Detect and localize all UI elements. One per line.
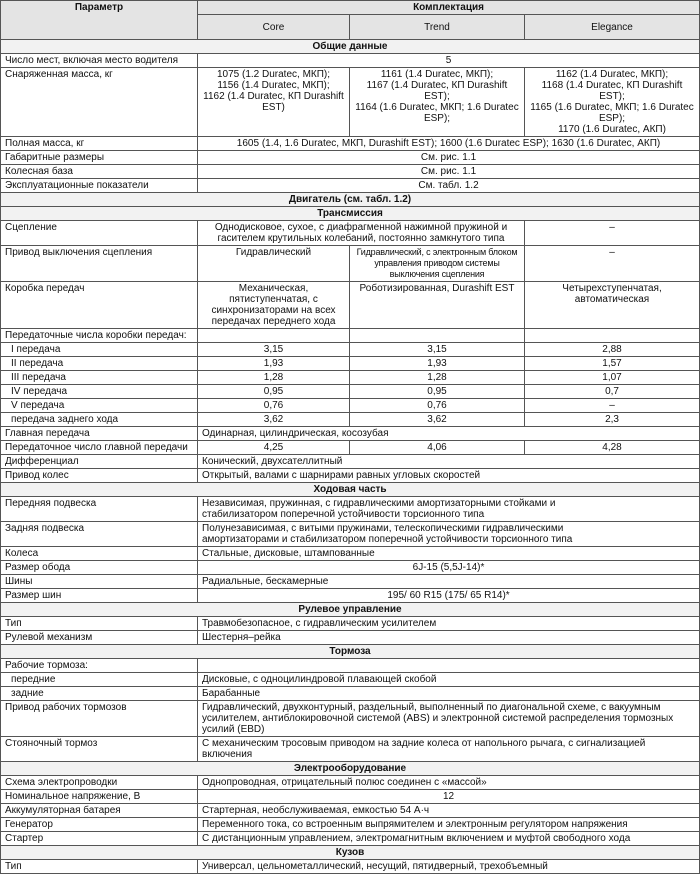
row-value: Открытый, валами с шарнирами равных угловых скоростей <box>198 469 700 483</box>
row-label: Аккумуляторная батарея <box>1 804 198 818</box>
row-label: Тип <box>1 860 198 874</box>
section-electrical: Электрооборудование <box>1 762 700 776</box>
section-steering: Рулевое управление <box>1 603 700 617</box>
mass-elegance: 1162 (1.4 Duratec, МКП); 1168 (1.4 Duratec, КП Durashift EST); 1165 (1.6 Duratec, МКП; 1.6 Duratec ESP); 1170 (1.6 Duratec, АКП) <box>525 68 700 137</box>
elegance-header: Elegance <box>525 15 700 40</box>
trend-header: Trend <box>350 15 525 40</box>
row-value: Шестерня–рейка <box>198 631 700 645</box>
gear-trend: 3,15 <box>350 343 525 357</box>
row-value: 12 <box>198 790 700 804</box>
row-label: Шины <box>1 575 198 589</box>
row-value: Переменного тока, со встроенным выпрямителем и электронным регулятором напряжения <box>198 818 700 832</box>
row-label: Привод рабочих тормозов <box>1 701 198 737</box>
row-label: Колесная база <box>1 165 198 179</box>
row-value: Стартерная, необслуживаемая, емкостью 54 А·ч <box>198 804 700 818</box>
row-value: Стальные, дисковые, штампованные <box>198 547 700 561</box>
row-value: С дистанционным управлением, электромагнитным включением и муфтой свободного хода <box>198 832 700 846</box>
gear-trend: 1,93 <box>350 357 525 371</box>
row-label: Тип <box>1 617 198 631</box>
row-value: Дисковые, с одноцилиндровой плавающей скобой <box>198 673 700 687</box>
gear-elegance: 2,88 <box>525 343 700 357</box>
gear-label: II передача <box>1 357 198 371</box>
section-brakes: Тормоза <box>1 645 700 659</box>
row-value: Барабанные <box>198 687 700 701</box>
gear-label: IV передача <box>1 385 198 399</box>
row-value-elegance: Четырехступенчатая, автоматическая <box>525 282 700 329</box>
row-label: Сцепление <box>1 221 198 246</box>
row-label: Число мест, включая место водителя <box>1 54 198 68</box>
section-chassis: Ходовая часть <box>1 483 700 497</box>
gear-core: 3,62 <box>198 413 350 427</box>
row-value-elegance: – <box>525 221 700 246</box>
gear-label: III передача <box>1 371 198 385</box>
row-value: Радиальные, бескамерные <box>198 575 700 589</box>
gear-label: передача заднего хода <box>1 413 198 427</box>
row-value: См. рис. 1.1 <box>198 151 700 165</box>
row-label: Коробка передач <box>1 282 198 329</box>
row-value-trend: 4,06 <box>350 441 525 455</box>
gear-elegance: 1,07 <box>525 371 700 385</box>
trim-header: Комплектация <box>198 1 700 15</box>
gear-label: V передача <box>1 399 198 413</box>
row-value: Однодисковое, сухое, с диафрагменной нажимной пружиной и гасителем крутильных колебаний, постоянно замкнутого типа <box>198 221 525 246</box>
row-label: Колеса <box>1 547 198 561</box>
core-header: Core <box>198 15 350 40</box>
row-value: 5 <box>198 54 700 68</box>
gear-core: 3,15 <box>198 343 350 357</box>
row-label: Передаточные числа коробки передач: <box>1 329 198 343</box>
row-value: Независимая, пружинная, с гидравлическими амортизаторными стойками и стабилизатором поперечной устойчивости торсионного типа <box>198 497 700 522</box>
section-engine: Двигатель (см. табл. 1.2) <box>1 193 700 207</box>
gear-core: 1,93 <box>198 357 350 371</box>
row-label: Генератор <box>1 818 198 832</box>
row-value-core: 4,25 <box>198 441 350 455</box>
param-header: Параметр <box>1 1 198 40</box>
row-label: Привод колес <box>1 469 198 483</box>
gear-core: 0,95 <box>198 385 350 399</box>
section-general: Общие данные <box>1 40 700 54</box>
row-value-elegance: – <box>525 246 700 282</box>
row-value-trend: Гидравлический, с электронным блоком управления приводом системы выключения сцепления <box>350 246 525 282</box>
row-value: С механическим тросовым приводом на задние колеса от напольного рычага, с сигнализацией включения <box>198 737 700 762</box>
gear-trend: 0,95 <box>350 385 525 399</box>
row-label: Рабочие тормоза: <box>1 659 198 673</box>
gear-elegance: 1,57 <box>525 357 700 371</box>
gear-elegance: 0,7 <box>525 385 700 399</box>
mass-core: 1075 (1.2 Duratec, МКП); 1156 (1.4 Duratec, МКП); 1162 (1.4 Duratec, КП Durashift EST) <box>198 68 350 137</box>
row-value: 195/ 60 R15 (175/ 65 R14)* <box>198 589 700 603</box>
row-value-trend: Роботизированная, Durashift EST <box>350 282 525 329</box>
row-value: См. табл. 1.2 <box>198 179 700 193</box>
row-label: Размер обода <box>1 561 198 575</box>
section-body: Кузов <box>1 846 700 860</box>
row-label: Главная передача <box>1 427 198 441</box>
row-label: Снаряженная масса, кг <box>1 68 198 137</box>
gear-core: 0,76 <box>198 399 350 413</box>
row-value-core: Гидравлический <box>198 246 350 282</box>
row-label: Схема электропроводки <box>1 776 198 790</box>
row-label: Размер шин <box>1 589 198 603</box>
row-value: Одинарная, цилиндрическая, косозубая <box>198 427 700 441</box>
mass-trend: 1161 (1.4 Duratec, МКП); 1167 (1.4 Duratec, КП Durashift EST); 1164 (1.6 Duratec, МКП; 1.6 Duratec ESP); <box>350 68 525 137</box>
gear-core: 1,28 <box>198 371 350 385</box>
row-value: Полунезависимая, с витыми пружинами, телескопическими гидравлическими амортизаторами и стабилизатором поперечной устойчивости торсионного типа <box>198 522 700 547</box>
row-value: Травмобезопасное, с гидравлическим усилителем <box>198 617 700 631</box>
row-label: Рулевой механизм <box>1 631 198 645</box>
row-label: Дифференциал <box>1 455 198 469</box>
gear-trend: 1,28 <box>350 371 525 385</box>
row-value-core: Механическая, пятиступенчатая, с синхронизаторами на всех передачах переднего хода <box>198 282 350 329</box>
row-label: Привод выключения сцепления <box>1 246 198 282</box>
row-value: Универсал, цельнометаллический, несущий, пятидверный, трехобъемный <box>198 860 700 874</box>
row-value: Гидравлический, двухконтурный, раздельный, выполненный по диагональной схеме, с вакуумным усилителем, антиблокировочной системой (ABS) и электронной системой распределения тормозных усилий (EBD) <box>198 701 700 737</box>
row-label: задние <box>1 687 198 701</box>
gear-trend: 3,62 <box>350 413 525 427</box>
row-label: Стартер <box>1 832 198 846</box>
row-value: См. рис. 1.1 <box>198 165 700 179</box>
row-label: Передняя подвеска <box>1 497 198 522</box>
row-value: Конический, двухсателлитный <box>198 455 700 469</box>
row-label: передние <box>1 673 198 687</box>
row-label: Номинальное напряжение, В <box>1 790 198 804</box>
row-label: Габаритные размеры <box>1 151 198 165</box>
row-label: Эксплуатационные показатели <box>1 179 198 193</box>
row-label: Полная масса, кг <box>1 137 198 151</box>
gear-elegance: – <box>525 399 700 413</box>
section-transmission: Трансмиссия <box>1 207 700 221</box>
row-label: Стояночный тормоз <box>1 737 198 762</box>
gear-elegance: 2,3 <box>525 413 700 427</box>
row-value: 1605 (1.4, 1.6 Duratec, МКП, Durashift EST); 1600 (1.6 Duratec ESP); 1630 (1.6 Duratec, АКП) <box>198 137 700 151</box>
gear-label: I передача <box>1 343 198 357</box>
row-label: Передаточное число главной передачи <box>1 441 198 455</box>
row-label: Задняя подвеска <box>1 522 198 547</box>
row-value-elegance: 4,28 <box>525 441 700 455</box>
gear-trend: 0,76 <box>350 399 525 413</box>
row-value: Однопроводная, отрицательный полюс соединен с «массой» <box>198 776 700 790</box>
row-value: 6J-15 (5,5J-14)* <box>198 561 700 575</box>
